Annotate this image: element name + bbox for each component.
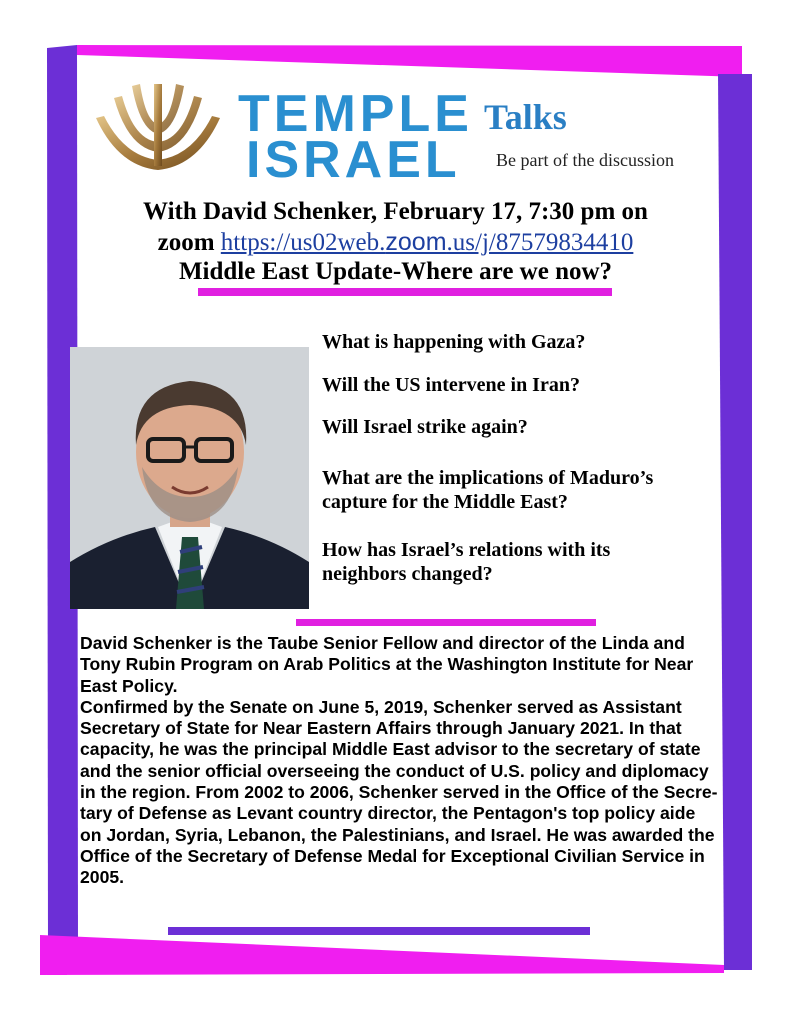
border-top-magenta xyxy=(77,45,742,77)
brand-word-temple: TEMPLE xyxy=(238,85,473,143)
bio-paragraph: David Schenker is the Taube Senior Fellow and director of the Linda and Tony Rubin Program on Arab Politics at the Washington Institute for Near East Policy. xyxy=(80,633,694,696)
talks-title: Talks xyxy=(484,97,567,137)
speaker-biography xyxy=(80,633,720,889)
event-date-line: With David Schenker, February 17, 7:30 pm on xyxy=(143,198,648,225)
divider-bar xyxy=(296,619,596,626)
divider-bar xyxy=(168,927,590,935)
bio-paragraph: Confirmed by the Senate on June 5, 2019, Schenker served as Assistant Secretary of State for Near Eastern Affairs through January 2021. In that capacity, he was the principal Middle East advisor to the secretary of state and the senior official overseeing the conduct of U.S. policy and diplomacy in the region. From 2002 to 2006, Schenker served in the Office of the Secretary of Defense as Levant country director, the Pentagon's top policy aide on Jordan, Syria, Lebanon, the Palestinians, and Israel. He was awarded the Office of the Secretary of Defense Medal for Exceptional Civilian Service in 2005. xyxy=(80,696,718,888)
event-zoom-line xyxy=(40,227,751,258)
question-relations: How has Israel’s relations with its neighbors changed? xyxy=(322,539,611,585)
zoom-label: zoom xyxy=(157,229,215,256)
brand-word-israel: ISRAEL xyxy=(246,131,461,189)
border-bottom-magenta xyxy=(40,935,724,975)
question-israel-strike: Will Israel strike again? xyxy=(322,416,528,438)
question-maduro: What are the implications of Maduro’s capture for the Middle East? xyxy=(322,467,654,513)
question-iran: Will the US intervene in Iran? xyxy=(322,374,580,396)
question-gaza: What is happening with Gaza? xyxy=(322,331,586,353)
speaker-portrait xyxy=(70,347,309,609)
tagline: Be part of the discussion xyxy=(496,150,674,170)
menorah-icon xyxy=(88,78,228,178)
zoom-meeting-link[interactable]: https://us02web.zoom.us/j/87579834410 xyxy=(220,228,634,256)
event-topic-title: Middle East Update-Where are we now? xyxy=(178,258,613,285)
divider-bar xyxy=(198,288,612,296)
